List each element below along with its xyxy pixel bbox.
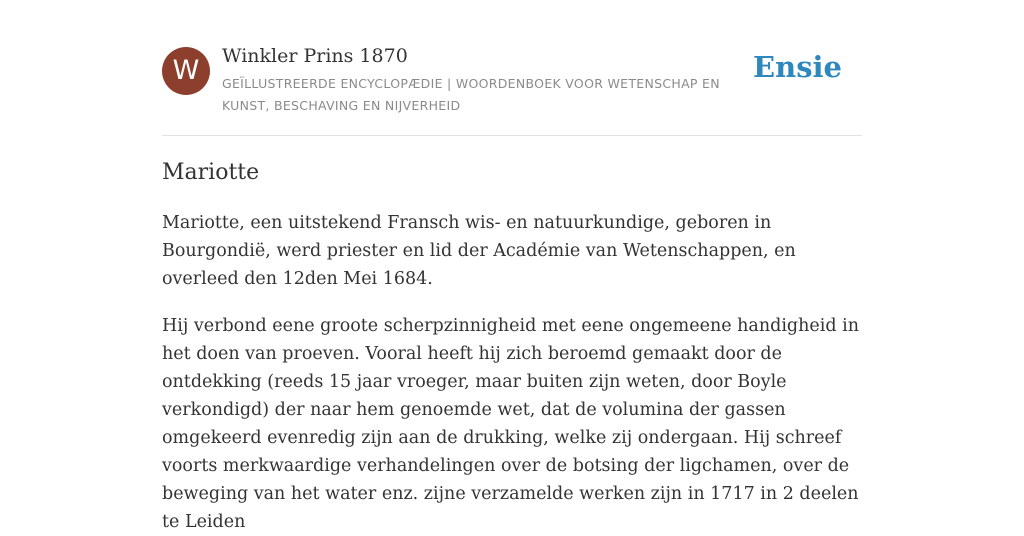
ensie-logo-link[interactable]: Ensie (753, 50, 842, 84)
article-paragraph: Mariotte, een uitstekend Fransch wis- en natuurkundige, geboren in Bourgondië, werd priester en lid der Académie van Wetenschappen, en overleed den 12den Mei 1684. (162, 213, 796, 289)
source-subtitle: GEÏLLUSTREERDE ENCYCLOPÆDIE | WOORDENBOEK VOOR WETENSCHAP EN KUNST, BESCHAVING EN NIJVERHEID (222, 76, 720, 113)
article-paragraph: Hij verbond eene groote scherpzinnigheid met eene ongemeene handigheid in het doen van proeven. Vooral heeft hij zich beroemd gemaakt door de ontdekking (reeds 15 jaar vroeger, maar buiten zijn weten, door Boyle verkondigd) der naar hem genoemde wet, dat de volumina der gassen omgekeerd evenredig zijn aan de drukking, welke zij ondergaan. Hij schreef voorts merkwaardige verhandelingen over de botsing der ligchamen, over de beweging van het water enz. zijne verzamelde werken zijn in 1717 in 2 deelen te Leiden (162, 316, 859, 532)
source-avatar[interactable]: W (162, 47, 210, 95)
source-title[interactable]: Winkler Prins 1870 (222, 45, 408, 67)
article-title: Mariotte (162, 160, 260, 185)
page-container (162, 0, 862, 536)
source-header (162, 0, 862, 136)
